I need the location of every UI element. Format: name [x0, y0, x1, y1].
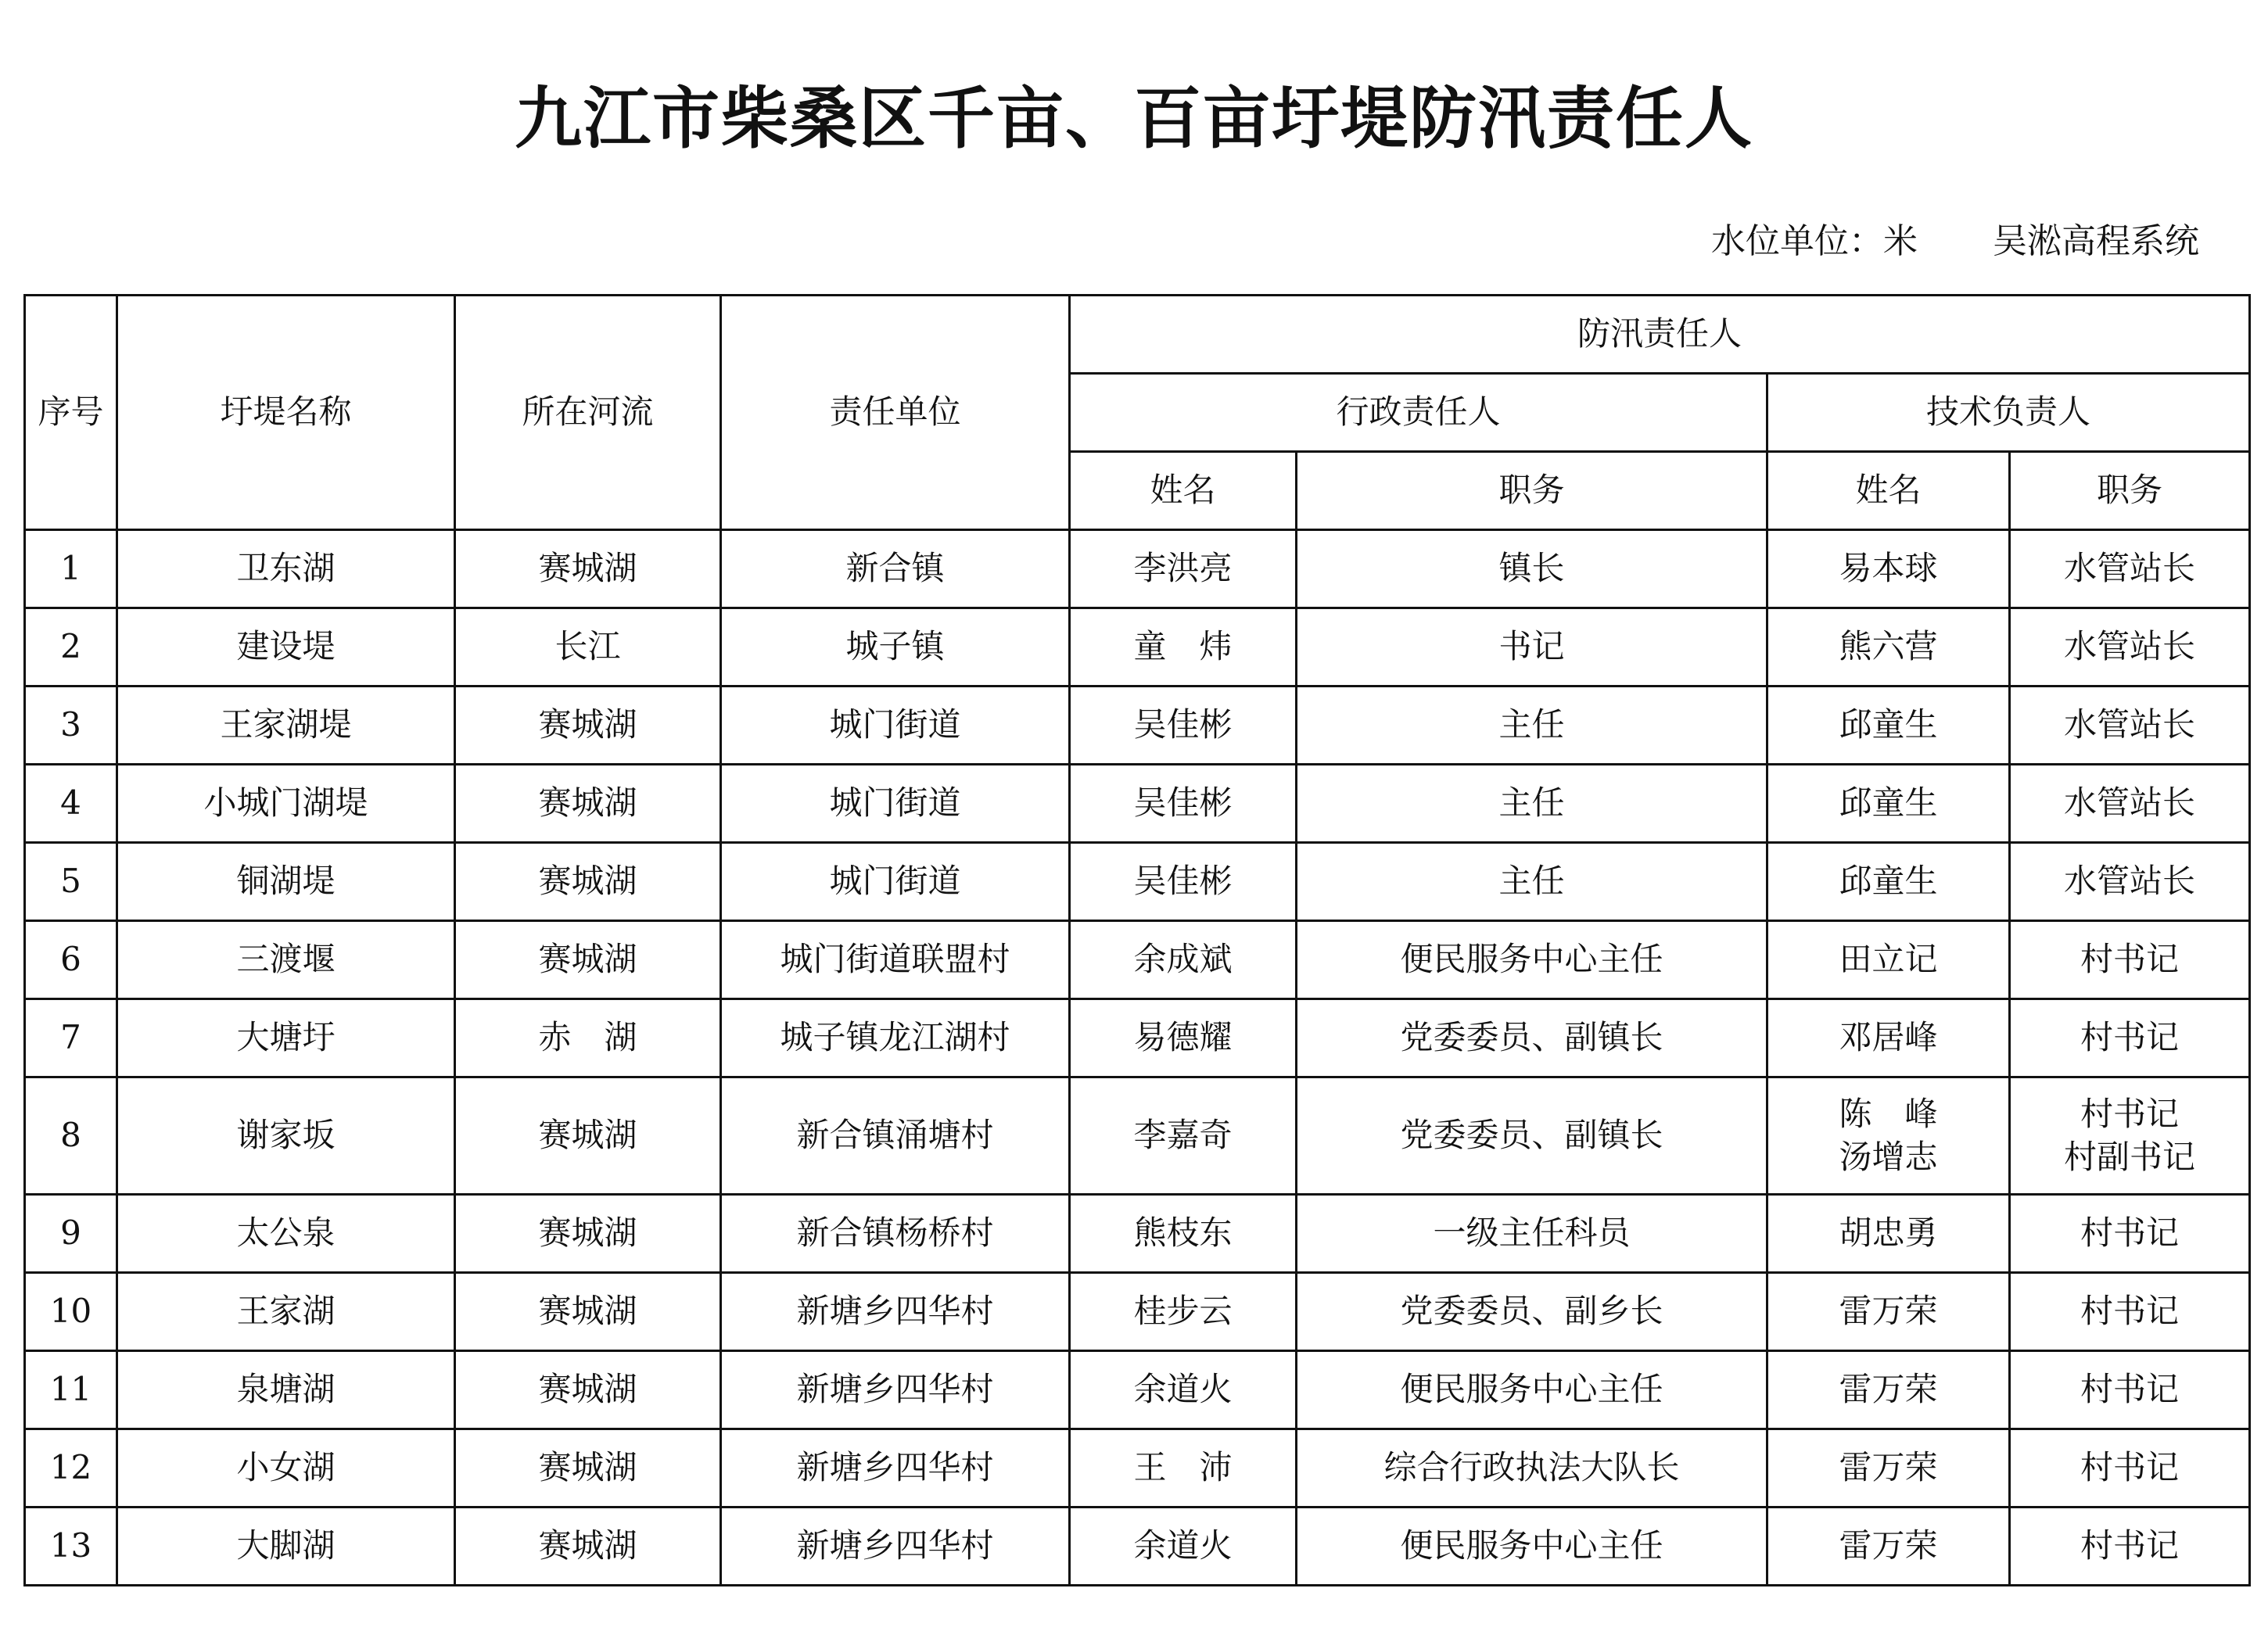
header-admin-position: 职务 — [1297, 452, 1767, 530]
header-tech-name: 姓名 — [1767, 452, 2010, 530]
table-row — [25, 843, 2250, 921]
cell-river: 赛城湖 — [455, 1351, 721, 1429]
cell-admin-position: 镇长 — [1297, 530, 1767, 608]
cell-tech-position: 水管站长 — [2010, 843, 2250, 921]
cell-admin-name: 王 沛 — [1070, 1429, 1297, 1508]
cell-dike: 建设堤 — [117, 608, 455, 687]
cell-river: 长江 — [455, 608, 721, 687]
table-row — [25, 1429, 2250, 1508]
cell-admin-position: 一级主任科员 — [1297, 1195, 1767, 1273]
table-row — [25, 1077, 2250, 1195]
cell-seq: 11 — [25, 1351, 117, 1429]
cell-seq: 8 — [25, 1077, 117, 1195]
cell-tech-name: 雷万荣 — [1767, 1429, 2010, 1508]
cell-admin-position: 便民服务中心主任 — [1297, 1351, 1767, 1429]
cell-tech-position: 村书记 — [2010, 921, 2250, 999]
table-row — [25, 1351, 2250, 1429]
cell-dike: 谢家坂 — [117, 1077, 455, 1195]
cell-seq: 13 — [25, 1508, 117, 1586]
cell-seq: 1 — [25, 530, 117, 608]
cell-admin-name: 吴佳彬 — [1070, 687, 1297, 765]
cell-seq: 6 — [25, 921, 117, 999]
cell-dike: 卫东湖 — [117, 530, 455, 608]
elevation-system: 吴淞高程系统 — [1993, 221, 2199, 261]
cell-admin-position: 党委委员、副镇长 — [1297, 1077, 1767, 1195]
cell-tech-position: 水管站长 — [2010, 530, 2250, 608]
cell-admin-name: 余道火 — [1070, 1508, 1297, 1586]
cell-admin-name: 李嘉奇 — [1070, 1077, 1297, 1195]
cell-admin-name: 童 炜 — [1070, 608, 1297, 687]
tech-position-line: 村书记 — [2080, 1094, 2180, 1133]
cell-dike: 太公泉 — [117, 1195, 455, 1273]
cell-dike: 王家湖 — [117, 1273, 455, 1351]
cell-tech-name — [1767, 1077, 2010, 1195]
table-row — [25, 687, 2250, 765]
cell-seq: 9 — [25, 1195, 117, 1273]
table-row — [25, 1508, 2250, 1586]
header-flood-responsible: 防汛责任人 — [1070, 296, 2250, 374]
cell-dike: 铜湖堤 — [117, 843, 455, 921]
cell-unit: 新合镇涌塘村 — [721, 1077, 1070, 1195]
cell-tech-name: 雷万荣 — [1767, 1508, 2010, 1586]
page-title: 九江市柴桑区千亩、百亩圩堤防汛责任人 — [515, 79, 1753, 158]
cell-dike: 王家湖堤 — [117, 687, 455, 765]
cell-seq: 2 — [25, 608, 117, 687]
header-river: 所在河流 — [455, 296, 721, 530]
header-tech: 技术负责人 — [1767, 374, 2250, 452]
cell-river: 赛城湖 — [455, 1077, 721, 1195]
cell-admin-name: 吴佳彬 — [1070, 765, 1297, 843]
cell-river: 赛城湖 — [455, 1195, 721, 1273]
cell-seq: 12 — [25, 1429, 117, 1508]
cell-river: 赛城湖 — [455, 921, 721, 999]
table-row — [25, 999, 2250, 1077]
cell-unit: 新合镇 — [721, 530, 1070, 608]
cell-dike: 三渡堰 — [117, 921, 455, 999]
header-dike-name: 圩堤名称 — [117, 296, 455, 530]
responsibility-table — [23, 294, 2251, 1586]
cell-admin-position: 便民服务中心主任 — [1297, 1508, 1767, 1586]
tech-position-line: 村副书记 — [2064, 1137, 2196, 1176]
table-body — [25, 530, 2250, 1586]
cell-admin-position: 党委委员、副乡长 — [1297, 1273, 1767, 1351]
cell-tech-name: 雷万荣 — [1767, 1273, 2010, 1351]
cell-dike: 大脚湖 — [117, 1508, 455, 1586]
cell-tech-position — [2010, 1077, 2250, 1195]
cell-tech-name: 熊六营 — [1767, 608, 2010, 687]
cell-tech-name: 田立记 — [1767, 921, 2010, 999]
cell-tech-name: 邓居峰 — [1767, 999, 2010, 1077]
cell-tech-position: 水管站长 — [2010, 687, 2250, 765]
cell-river: 赛城湖 — [455, 1273, 721, 1351]
unit-note — [1711, 213, 2199, 263]
cell-admin-position: 主任 — [1297, 687, 1767, 765]
cell-unit: 城门街道联盟村 — [721, 921, 1070, 999]
cell-admin-name: 熊枝东 — [1070, 1195, 1297, 1273]
header-seq: 序号 — [25, 296, 117, 530]
cell-river: 赛城湖 — [455, 1508, 721, 1586]
cell-seq: 4 — [25, 765, 117, 843]
cell-tech-name: 胡忠勇 — [1767, 1195, 2010, 1273]
cell-unit: 新塘乡四华村 — [721, 1273, 1070, 1351]
cell-admin-position: 便民服务中心主任 — [1297, 921, 1767, 999]
cell-tech-name: 邱童生 — [1767, 765, 2010, 843]
cell-admin-name: 桂步云 — [1070, 1273, 1297, 1351]
cell-tech-name: 易本球 — [1767, 530, 2010, 608]
cell-admin-position: 主任 — [1297, 765, 1767, 843]
cell-tech-position: 村书记 — [2010, 1195, 2250, 1273]
cell-seq: 10 — [25, 1273, 117, 1351]
table-row — [25, 921, 2250, 999]
header-tech-position: 职务 — [2010, 452, 2250, 530]
cell-river: 赤 湖 — [455, 999, 721, 1077]
cell-river: 赛城湖 — [455, 687, 721, 765]
table-row — [25, 530, 2250, 608]
tech-name-line: 汤增志 — [1839, 1137, 1938, 1176]
cell-tech-position: 村书记 — [2010, 1351, 2250, 1429]
cell-unit: 新塘乡四华村 — [721, 1429, 1070, 1508]
cell-unit: 城门街道 — [721, 687, 1070, 765]
header-admin: 行政责任人 — [1070, 374, 1767, 452]
table-row — [25, 1195, 2250, 1273]
table-row — [25, 1273, 2250, 1351]
cell-unit: 新合镇杨桥村 — [721, 1195, 1070, 1273]
cell-dike: 大塘圩 — [117, 999, 455, 1077]
cell-tech-name: 邱童生 — [1767, 843, 2010, 921]
cell-admin-name: 余道火 — [1070, 1351, 1297, 1429]
cell-dike: 泉塘湖 — [117, 1351, 455, 1429]
cell-unit: 城门街道 — [721, 843, 1070, 921]
header-admin-name: 姓名 — [1070, 452, 1297, 530]
cell-seq: 7 — [25, 999, 117, 1077]
cell-admin-name: 余成斌 — [1070, 921, 1297, 999]
cell-admin-position: 综合行政执法大队长 — [1297, 1429, 1767, 1508]
cell-river: 赛城湖 — [455, 765, 721, 843]
cell-river: 赛城湖 — [455, 1429, 721, 1508]
cell-admin-position: 书记 — [1297, 608, 1767, 687]
cell-tech-position: 水管站长 — [2010, 765, 2250, 843]
header-unit: 责任单位 — [721, 296, 1070, 530]
cell-river: 赛城湖 — [455, 843, 721, 921]
cell-admin-name: 吴佳彬 — [1070, 843, 1297, 921]
table-row — [25, 608, 2250, 687]
cell-unit: 新塘乡四华村 — [721, 1351, 1070, 1429]
cell-admin-position: 党委委员、副镇长 — [1297, 999, 1767, 1077]
cell-unit: 城子镇 — [721, 608, 1070, 687]
table-row — [25, 765, 2250, 843]
water-level-unit: 水位单位：米 — [1711, 221, 1918, 261]
cell-seq: 3 — [25, 687, 117, 765]
cell-seq: 5 — [25, 843, 117, 921]
cell-tech-position: 水管站长 — [2010, 608, 2250, 687]
cell-dike: 小城门湖堤 — [117, 765, 455, 843]
cell-tech-position: 村书记 — [2010, 999, 2250, 1077]
cell-dike: 小女湖 — [117, 1429, 455, 1508]
cell-unit: 城子镇龙江湖村 — [721, 999, 1070, 1077]
table-header — [25, 296, 2250, 530]
cell-unit: 城门街道 — [721, 765, 1070, 843]
cell-tech-position: 村书记 — [2010, 1508, 2250, 1586]
cell-river: 赛城湖 — [455, 530, 721, 608]
cell-tech-name: 邱童生 — [1767, 687, 2010, 765]
cell-admin-name: 李洪亮 — [1070, 530, 1297, 608]
cell-tech-position: 村书记 — [2010, 1273, 2250, 1351]
cell-unit: 新塘乡四华村 — [721, 1508, 1070, 1586]
cell-tech-position: 村书记 — [2010, 1429, 2250, 1508]
cell-tech-name: 雷万荣 — [1767, 1351, 2010, 1429]
cell-admin-name: 易德耀 — [1070, 999, 1297, 1077]
tech-name-line: 陈 峰 — [1839, 1094, 1938, 1133]
cell-admin-position: 主任 — [1297, 843, 1767, 921]
